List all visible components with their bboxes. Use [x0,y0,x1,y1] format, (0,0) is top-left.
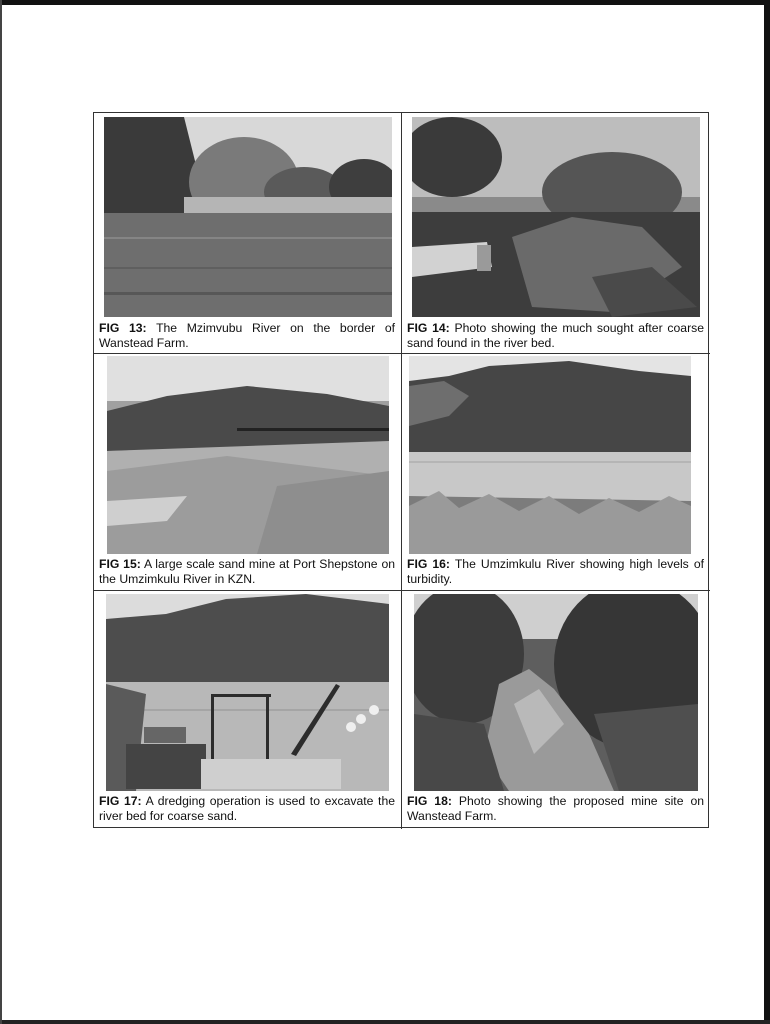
figure-17 [94,591,402,829]
figure-17-text: A dredging operation is used to excavate the river bed for coarse sand. [99,794,396,823]
scan-border-right [764,0,770,1024]
scan-border-bottom [0,1020,770,1024]
figure-16-text: The Umzimkulu River showing high levels of turbidity. [407,557,705,586]
figure-14 [402,113,710,354]
figure-15 [94,354,402,591]
figure-13-text: The Mzimvubu River on the border of Wanstead Farm. [99,321,396,350]
figure-16-photo [409,356,691,554]
figure-18-photo [414,594,698,791]
scan-border-top [0,0,770,5]
figure-16-label: FIG 16: [407,557,450,571]
figure-13-label: FIG 13: [99,321,147,335]
figure-15-label: FIG 15: [99,557,141,571]
figure-14-text: Photo showing the much sought after coarse sand found in the river bed. [407,321,705,350]
figure-15-text: A large scale sand mine at Port Shepstone on the Umzimkulu River in KZN. [99,557,395,586]
figure-17-label: FIG 17: [99,794,142,808]
figure-18-text: Photo showing the proposed mine site on Wanstead Farm. [407,794,705,823]
figure-18-label: FIG 18: [407,794,452,808]
figure-14-label: FIG 14: [407,321,450,335]
figure-13 [94,113,402,354]
figure-15-photo [107,356,389,554]
figure-17-photo [106,594,389,791]
figure-16-caption [407,557,704,586]
figure-13-photo [104,117,392,317]
figure-14-caption [407,321,704,350]
figure-grid [93,112,709,828]
figure-13-caption [99,321,395,350]
figure-18-caption [407,794,704,823]
figure-16 [402,354,710,591]
figure-18 [402,591,710,829]
figure-15-caption [99,557,395,586]
figure-14-photo [412,117,700,317]
figure-17-caption [99,794,395,823]
scan-border-left [0,0,2,1024]
